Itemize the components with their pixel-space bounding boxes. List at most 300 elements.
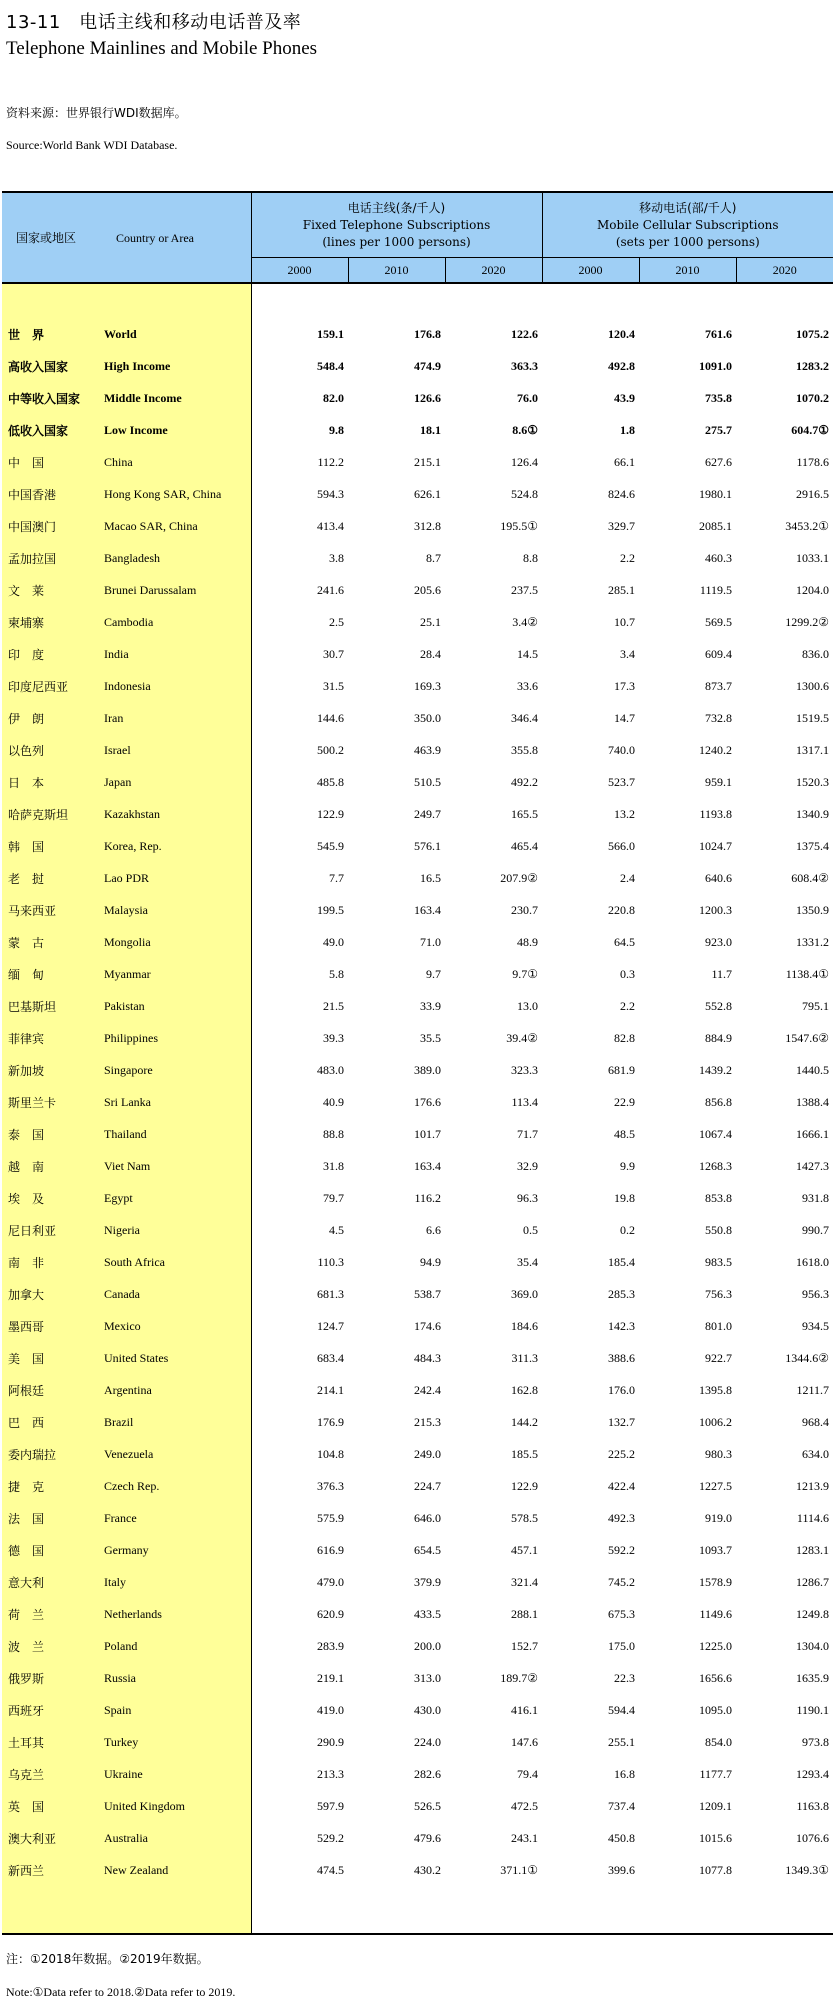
value-cell: 1114.6 <box>796 1510 830 1525</box>
value-cell: 538.7 <box>414 1286 441 1301</box>
value-cell: 545.9 <box>317 838 344 853</box>
value-cell: 1268.3 <box>699 1158 733 1173</box>
value-cell: 19.8 <box>614 1190 636 1205</box>
country-name-en: Israel <box>102 734 251 766</box>
country-name-en: Low Income <box>102 414 251 446</box>
country-name-zh: 埃 及 <box>2 1182 102 1214</box>
header-fixed-telephone <box>251 192 542 258</box>
table-row <box>2 1534 833 1566</box>
table-body <box>2 283 833 1934</box>
value-cell: 959.1 <box>705 774 733 789</box>
table-row <box>2 1310 833 1342</box>
table-spacer-row <box>2 283 833 318</box>
year-header: 2020 <box>445 258 542 284</box>
value-cell: 242.4 <box>414 1382 441 1397</box>
country-name-en: Mongolia <box>102 926 251 958</box>
table-row <box>2 830 833 862</box>
value-cell: 1075.2 <box>796 326 830 341</box>
country-name-en: Kazakhstan <box>102 798 251 830</box>
value-cell: 523.7 <box>608 774 636 789</box>
country-name-zh: 斯里兰卡 <box>2 1086 102 1118</box>
value-cell: 185.5 <box>511 1446 539 1461</box>
value-cell: 413.4 <box>317 518 344 533</box>
country-name-en: Indonesia <box>102 670 251 702</box>
value-cell: 241.6 <box>317 582 344 597</box>
country-name-zh: 意大利 <box>2 1566 102 1598</box>
country-name-en: Turkey <box>102 1726 251 1758</box>
value-cell: 283.9 <box>317 1638 344 1653</box>
value-cell: 363.3 <box>511 358 539 373</box>
value-cell: 485.8 <box>317 774 344 789</box>
value-cell: 9.7 <box>426 966 441 981</box>
value-cell: 230.7 <box>511 902 539 917</box>
value-cell: 205.6 <box>414 582 441 597</box>
country-name-zh: 低收入国家 <box>2 414 102 446</box>
value-cell: 735.8 <box>705 390 733 405</box>
country-name-zh: 美 国 <box>2 1342 102 1374</box>
value-cell: 176.0 <box>608 1382 636 1397</box>
year-header: 2010 <box>639 258 736 284</box>
country-name-en: Japan <box>102 766 251 798</box>
header-country <box>2 192 251 283</box>
spacer-cell <box>102 1886 251 1934</box>
value-cell: 1209.1 <box>699 1798 733 1813</box>
value-cell: 675.3 <box>608 1606 636 1621</box>
value-cell: 144.2 <box>511 1414 539 1429</box>
value-cell: 578.5 <box>511 1510 539 1525</box>
value-cell: 48.5 <box>614 1126 636 1141</box>
table-row <box>2 414 833 446</box>
country-name-en: Germany <box>102 1534 251 1566</box>
value-cell: 973.8 <box>802 1734 830 1749</box>
country-name-en: United Kingdom <box>102 1790 251 1822</box>
table-row <box>2 1470 833 1502</box>
table-row <box>2 1566 833 1598</box>
value-cell: 0.3 <box>620 966 636 981</box>
country-name-zh: 伊 朗 <box>2 702 102 734</box>
value-cell: 39.4② <box>506 1030 539 1045</box>
value-cell: 162.8 <box>511 1382 539 1397</box>
country-name-zh: 乌克兰 <box>2 1758 102 1790</box>
country-name-zh: 文 莱 <box>2 574 102 606</box>
table-row <box>2 1054 833 1086</box>
value-cell: 1300.6 <box>796 678 830 693</box>
value-cell: 620.9 <box>317 1606 344 1621</box>
value-cell: 1618.0 <box>796 1254 830 1269</box>
table-row <box>2 1246 833 1278</box>
value-cell: 225.2 <box>608 1446 636 1461</box>
value-cell: 483.0 <box>317 1062 344 1077</box>
value-cell: 399.6 <box>608 1862 636 1877</box>
year-header: 2000 <box>251 258 348 284</box>
value-cell: 79.4 <box>517 1766 539 1781</box>
country-name-en: Lao PDR <box>102 862 251 894</box>
country-name-en: Mexico <box>102 1310 251 1342</box>
value-cell: 214.1 <box>317 1382 344 1397</box>
data-table-container <box>2 191 833 1935</box>
country-name-en: Bangladesh <box>102 542 251 574</box>
table-row <box>2 446 833 478</box>
value-cell: 922.7 <box>705 1350 733 1365</box>
value-cell: 1227.5 <box>699 1478 733 1493</box>
country-name-en: Iran <box>102 702 251 734</box>
country-name-zh: 捷 克 <box>2 1470 102 1502</box>
value-cell: 1204.0 <box>796 582 830 597</box>
value-cell: 224.0 <box>414 1734 441 1749</box>
value-cell: 71.0 <box>420 934 441 949</box>
value-cell: 2.2 <box>620 550 636 565</box>
value-cell: 1519.5 <box>796 710 830 725</box>
country-name-en: Nigeria <box>102 1214 251 1246</box>
source-note-en: Source:World Bank WDI Database. <box>6 138 178 152</box>
value-cell: 3.4 <box>620 646 636 661</box>
value-cell: 2085.1 <box>699 518 733 533</box>
value-cell: 460.3 <box>705 550 733 565</box>
value-cell: 79.7 <box>323 1190 344 1205</box>
value-cell: 756.3 <box>705 1286 733 1301</box>
value-cell: 25.1 <box>420 614 441 629</box>
value-cell: 3.8 <box>329 550 344 565</box>
table-row <box>2 542 833 574</box>
value-cell: 1067.4 <box>699 1126 733 1141</box>
value-cell: 126.6 <box>414 390 441 405</box>
header-country-zh: 国家或地区 <box>16 231 77 245</box>
value-cell: 856.8 <box>705 1094 733 1109</box>
value-cell: 30.7 <box>323 646 344 661</box>
value-cell: 285.1 <box>608 582 636 597</box>
value-cell: 144.6 <box>317 710 344 725</box>
value-cell: 22.9 <box>614 1094 636 1109</box>
value-cell: 96.3 <box>517 1190 539 1205</box>
value-cell: 1070.2 <box>796 390 830 405</box>
country-name-zh: 柬埔寨 <box>2 606 102 638</box>
value-cell: 732.8 <box>705 710 733 725</box>
country-name-en: Myanmar <box>102 958 251 990</box>
header-row-groups <box>2 192 833 258</box>
country-name-en: Brazil <box>102 1406 251 1438</box>
table-row <box>2 1342 833 1374</box>
value-cell: 120.4 <box>608 326 636 341</box>
year-header: 2020 <box>736 258 833 284</box>
country-name-zh: 世 界 <box>2 318 102 350</box>
value-cell: 282.6 <box>414 1766 441 1781</box>
value-cell: 616.9 <box>317 1542 344 1557</box>
value-cell: 159.1 <box>317 326 344 341</box>
value-cell: 980.3 <box>705 1446 733 1461</box>
country-name-en: France <box>102 1502 251 1534</box>
value-cell: 430.0 <box>414 1702 441 1717</box>
value-cell: 32.9 <box>517 1158 539 1173</box>
country-name-zh: 加拿大 <box>2 1278 102 1310</box>
value-cell: 1293.4 <box>796 1766 830 1781</box>
country-name-zh: 尼日利亚 <box>2 1214 102 1246</box>
value-cell: 199.5 <box>317 902 344 917</box>
table-end-row <box>2 1886 833 1934</box>
value-cell: 174.6 <box>414 1318 441 1333</box>
value-cell: 450.8 <box>608 1830 636 1845</box>
value-cell: 592.2 <box>608 1542 636 1557</box>
value-cell: 126.4 <box>511 454 539 469</box>
country-name-zh: 波 兰 <box>2 1630 102 1662</box>
spacer-cell <box>251 1886 833 1934</box>
value-cell: 1091.0 <box>699 358 733 373</box>
value-cell: 1177.7 <box>699 1766 733 1781</box>
value-cell: 329.7 <box>608 518 636 533</box>
table-row <box>2 510 833 542</box>
value-cell: 575.9 <box>317 1510 344 1525</box>
table-row <box>2 1406 833 1438</box>
country-name-en: India <box>102 638 251 670</box>
value-cell: 1375.4 <box>796 838 830 853</box>
table-row <box>2 1854 833 1886</box>
value-cell: 21.5 <box>323 998 344 1013</box>
value-cell: 243.1 <box>511 1830 539 1845</box>
country-name-en: Spain <box>102 1694 251 1726</box>
value-cell: 550.8 <box>705 1222 733 1237</box>
value-cell: 3.4② <box>512 614 539 629</box>
value-cell: 8.6① <box>512 422 539 437</box>
country-name-en: Singapore <box>102 1054 251 1086</box>
table-row <box>2 1182 833 1214</box>
country-name-zh: 委内瑞拉 <box>2 1438 102 1470</box>
table-row <box>2 1694 833 1726</box>
country-name-zh: 中国澳门 <box>2 510 102 542</box>
value-cell: 1006.2 <box>699 1414 733 1429</box>
value-cell: 163.4 <box>414 1158 441 1173</box>
value-cell: 492.8 <box>608 358 636 373</box>
table-row <box>2 318 833 350</box>
table-row <box>2 1790 833 1822</box>
country-name-zh: 越 南 <box>2 1150 102 1182</box>
value-cell: 1178.6 <box>796 454 830 469</box>
value-cell: 2.4 <box>620 870 636 885</box>
value-cell: 312.8 <box>414 518 441 533</box>
value-cell: 122.9 <box>317 806 344 821</box>
value-cell: 634.0 <box>802 1446 830 1461</box>
value-cell: 290.9 <box>317 1734 344 1749</box>
value-cell: 163.4 <box>414 902 441 917</box>
country-name-en: Russia <box>102 1662 251 1694</box>
value-cell: 1077.8 <box>699 1862 733 1877</box>
value-cell: 683.4 <box>317 1350 344 1365</box>
value-cell: 1349.3① <box>785 1862 830 1877</box>
table-row <box>2 862 833 894</box>
value-cell: 594.4 <box>608 1702 636 1717</box>
value-cell: 646.0 <box>414 1510 441 1525</box>
value-cell: 31.5 <box>323 678 344 693</box>
value-cell: 31.8 <box>323 1158 344 1173</box>
table-row <box>2 1758 833 1790</box>
country-name-zh: 中等收入国家 <box>2 382 102 414</box>
value-cell: 422.4 <box>608 1478 636 1493</box>
value-cell: 1395.8 <box>699 1382 733 1397</box>
header-fixed-en: Fixed Telephone Subscriptions <box>302 217 491 232</box>
value-cell: 71.7 <box>517 1126 539 1141</box>
year-header: 2000 <box>542 258 639 284</box>
value-cell: 548.4 <box>317 358 344 373</box>
value-cell: 4.5 <box>329 1222 344 1237</box>
country-name-zh: 法 国 <box>2 1502 102 1534</box>
value-cell: 873.7 <box>705 678 733 693</box>
country-name-zh: 泰 国 <box>2 1118 102 1150</box>
value-cell: 165.5 <box>511 806 539 821</box>
value-cell: 213.3 <box>317 1766 344 1781</box>
table-row <box>2 478 833 510</box>
value-cell: 176.8 <box>414 326 441 341</box>
value-cell: 94.9 <box>420 1254 441 1269</box>
country-name-zh: 印 度 <box>2 638 102 670</box>
value-cell: 1520.3 <box>796 774 830 789</box>
value-cell: 323.3 <box>511 1062 539 1077</box>
value-cell: 500.2 <box>317 742 344 757</box>
value-cell: 5.8 <box>329 966 344 981</box>
country-name-en: Middle Income <box>102 382 251 414</box>
spacer-cell <box>2 1886 102 1934</box>
value-cell: 288.1 <box>511 1606 539 1621</box>
table-row <box>2 766 833 798</box>
value-cell: 968.4 <box>802 1414 830 1429</box>
value-cell: 11.7 <box>711 966 733 981</box>
value-cell: 1024.7 <box>699 838 733 853</box>
country-name-en: Czech Rep. <box>102 1470 251 1502</box>
country-name-en: Venezuela <box>102 1438 251 1470</box>
value-cell: 285.3 <box>608 1286 636 1301</box>
value-cell: 1666.1 <box>796 1126 830 1141</box>
value-cell: 419.0 <box>317 1702 344 1717</box>
value-cell: 492.3 <box>608 1510 636 1525</box>
country-name-zh: 英 国 <box>2 1790 102 1822</box>
value-cell: 934.5 <box>802 1318 830 1333</box>
value-cell: 16.5 <box>420 870 441 885</box>
spacer-cell <box>251 283 833 318</box>
value-cell: 185.4 <box>608 1254 636 1269</box>
value-cell: 492.2 <box>511 774 539 789</box>
table-row <box>2 1726 833 1758</box>
value-cell: 3453.2① <box>785 518 830 533</box>
value-cell: 1283.1 <box>796 1542 830 1557</box>
value-cell: 836.0 <box>802 646 830 661</box>
value-cell: 1340.9 <box>796 806 830 821</box>
value-cell: 1076.6 <box>796 1830 830 1845</box>
value-cell: 1.8 <box>620 422 636 437</box>
value-cell: 82.8 <box>614 1030 636 1045</box>
value-cell: 48.9 <box>517 934 539 949</box>
table-row <box>2 1438 833 1470</box>
value-cell: 9.8 <box>329 422 344 437</box>
country-name-zh: 老 挝 <box>2 862 102 894</box>
country-name-en: Poland <box>102 1630 251 1662</box>
country-name-en: Australia <box>102 1822 251 1854</box>
value-cell: 0.5 <box>523 1222 539 1237</box>
value-cell: 1304.0 <box>796 1638 830 1653</box>
table-row <box>2 1278 833 1310</box>
value-cell: 224.7 <box>414 1478 441 1493</box>
table-row <box>2 1118 833 1150</box>
value-cell: 1138.4① <box>785 966 830 981</box>
value-cell: 122.6 <box>511 326 539 341</box>
value-cell: 184.6 <box>511 1318 539 1333</box>
value-cell: 13.0 <box>517 998 539 1013</box>
table-row <box>2 1086 833 1118</box>
table-row <box>2 1662 833 1694</box>
value-cell: 474.9 <box>414 358 441 373</box>
value-cell: 569.5 <box>705 614 733 629</box>
value-cell: 16.8 <box>614 1766 636 1781</box>
value-cell: 463.9 <box>414 742 441 757</box>
value-cell: 2.2 <box>620 998 636 1013</box>
country-name-en: Hong Kong SAR, China <box>102 478 251 510</box>
country-name-en: Cambodia <box>102 606 251 638</box>
value-cell: 219.1 <box>317 1670 344 1685</box>
country-name-zh: 澳大利亚 <box>2 1822 102 1854</box>
header-mobile-zh: 移动电话(部/千人) <box>639 200 737 215</box>
country-name-zh: 印度尼西亚 <box>2 670 102 702</box>
value-cell: 2.5 <box>329 614 344 629</box>
country-name-en: Sri Lanka <box>102 1086 251 1118</box>
value-cell: 1193.8 <box>699 806 733 821</box>
value-cell: 189.7② <box>500 1670 539 1685</box>
value-cell: 33.9 <box>420 998 441 1013</box>
country-name-en: Viet Nam <box>102 1150 251 1182</box>
value-cell: 35.5 <box>420 1030 441 1045</box>
value-cell: 104.8 <box>317 1446 344 1461</box>
value-cell: 1427.3 <box>796 1158 830 1173</box>
value-cell: 1149.6 <box>699 1606 733 1621</box>
table-row <box>2 382 833 414</box>
value-cell: 1211.7 <box>796 1382 830 1397</box>
value-cell: 1350.9 <box>796 902 830 917</box>
value-cell: 1249.8 <box>796 1606 830 1621</box>
value-cell: 147.6 <box>511 1734 539 1749</box>
value-cell: 526.5 <box>414 1798 441 1813</box>
value-cell: 795.1 <box>802 998 830 1013</box>
value-cell: 14.7 <box>614 710 636 725</box>
value-cell: 1033.1 <box>796 550 830 565</box>
table-row <box>2 1022 833 1054</box>
value-cell: 745.2 <box>608 1574 636 1589</box>
value-cell: 681.9 <box>608 1062 636 1077</box>
country-name-zh: 以色列 <box>2 734 102 766</box>
value-cell: 237.5 <box>511 582 539 597</box>
country-name-zh: 巴 西 <box>2 1406 102 1438</box>
value-cell: 761.6 <box>705 326 733 341</box>
value-cell: 1439.2 <box>699 1062 733 1077</box>
country-name-en: Thailand <box>102 1118 251 1150</box>
value-cell: 1635.9 <box>796 1670 830 1685</box>
country-name-zh: 新西兰 <box>2 1854 102 1886</box>
value-cell: 472.5 <box>511 1798 539 1813</box>
value-cell: 64.5 <box>614 934 636 949</box>
country-name-en: World <box>102 318 251 350</box>
value-cell: 1547.6② <box>785 1030 830 1045</box>
country-name-zh: 南 非 <box>2 1246 102 1278</box>
value-cell: 176.9 <box>317 1414 344 1429</box>
country-name-en: Italy <box>102 1566 251 1598</box>
value-cell: 379.9 <box>414 1574 441 1589</box>
value-cell: 983.5 <box>705 1254 733 1269</box>
value-cell: 220.8 <box>608 902 636 917</box>
value-cell: 8.7 <box>426 550 441 565</box>
country-name-en: Argentina <box>102 1374 251 1406</box>
value-cell: 43.9 <box>614 390 636 405</box>
value-cell: 1344.6② <box>785 1350 830 1365</box>
value-cell: 1095.0 <box>699 1702 733 1717</box>
value-cell: 433.5 <box>414 1606 441 1621</box>
value-cell: 609.4 <box>705 646 733 661</box>
value-cell: 854.0 <box>705 1734 733 1749</box>
value-cell: 376.3 <box>317 1478 344 1493</box>
value-cell: 1656.6 <box>699 1670 733 1685</box>
